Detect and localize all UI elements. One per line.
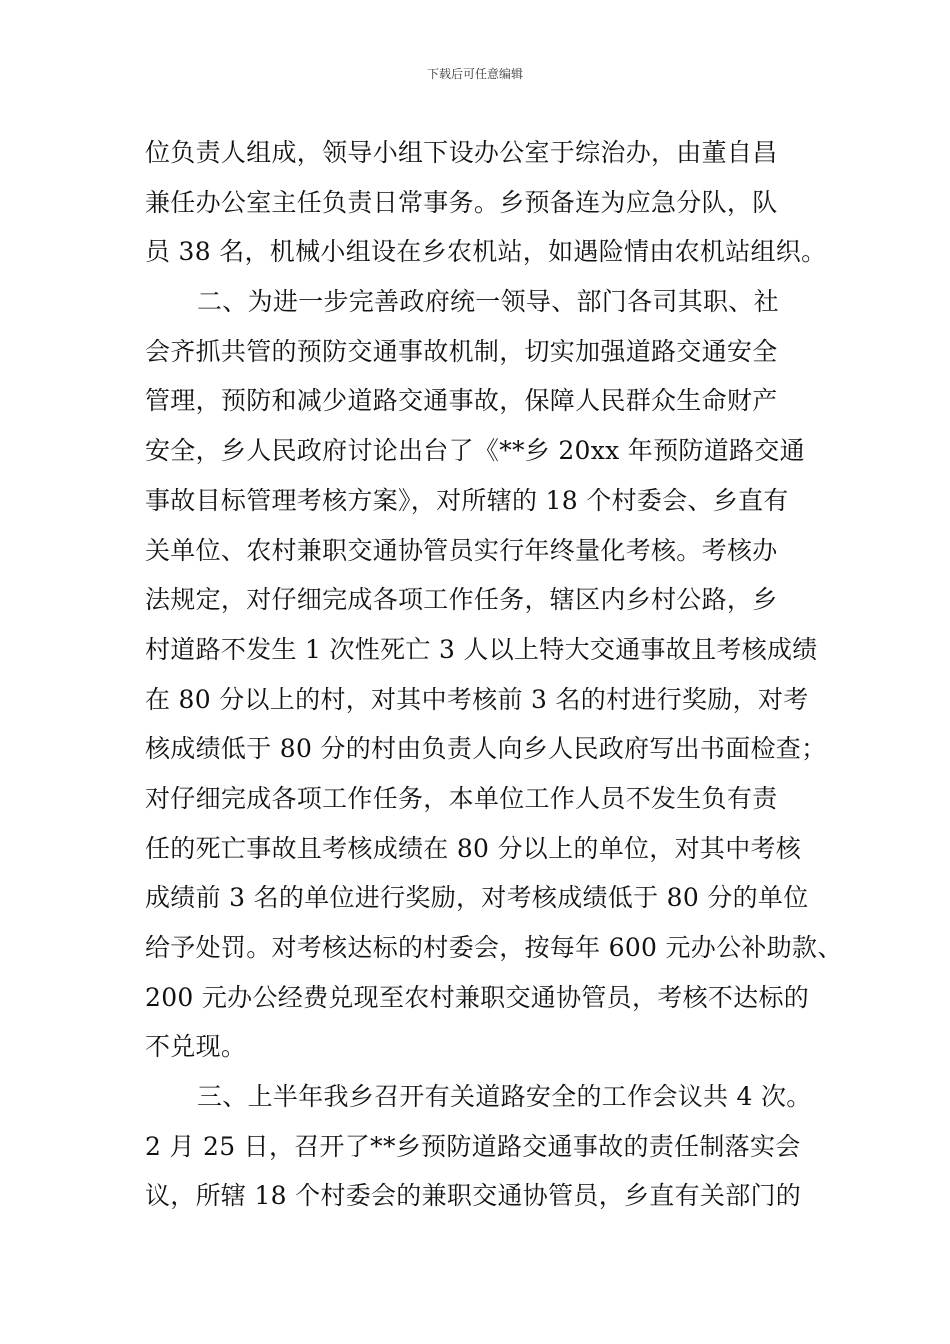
text-line: 对仔细完成各项工作任务，本单位工作人员不发生负有责 [145, 783, 778, 813]
text-line: 核成绩低于 80 分的村由负责人向乡人民政府写出书面检查； [145, 734, 827, 764]
document-body [145, 128, 843, 1221]
text-line: 任的死亡事故且考核成绩在 80 分以上的单位，对其中考核 [145, 833, 802, 863]
text-line: 2 月 25 日，召开了**乡预防道路交通事故的责任制落实会 [145, 1131, 801, 1161]
text-line: 法规定，对仔细完成各项工作任务，辖区内乡村公路，乡 [145, 585, 778, 615]
text-line: 200 元办公经费兑现至农村兼职交通协管员，考核不达标的 [145, 982, 810, 1012]
text-line: 位负责人组成，领导小组下设办公室于综治办，由董自昌 [145, 138, 778, 167]
text-line: 村道路不发生 1 次性死亡 3 人以上特大交通事故且考核成绩 [145, 634, 818, 664]
text-line: 成绩前 3 名的单位进行奖励，对考核成绩低于 80 分的单位 [145, 883, 809, 913]
text-line: 给予处罚。对考核达标的村委会，按每年 600 元办公补助款、 [145, 933, 843, 962]
text-line: 员 38 名，机械小组设在乡农机站，如遇险情由农机站组织。 [145, 237, 827, 267]
text-line: 事故目标管理考核方案》，对所辖的 18 个村委会、乡直有 [145, 485, 789, 515]
text-line: 议，所辖 18 个村委会的兼职交通协管员，乡直有关部门的 [145, 1181, 802, 1211]
text-line: 会齐抓共管的预防交通事故机制，切实加强道路交通安全 [145, 336, 778, 366]
text-line: 兼任办公室主任负责日常事务。乡预备连为应急分队，队 [145, 187, 778, 217]
paragraph-start-line: 二、为进一步完善政府统一领导、部门各司其职、社 [197, 287, 779, 317]
text-line: 关单位、农村兼职交通协管员实行年终量化考核。考核办 [145, 535, 778, 565]
text-line: 不兑现。 [145, 1032, 247, 1062]
page-header: 下载后可任意编辑 [426, 67, 523, 81]
text-line: 在 80 分以上的村，对其中考核前 3 名的村进行奖励，对考 [145, 684, 809, 714]
text-line: 管理，预防和减少道路交通事故，保障人民群众生命财产 [145, 386, 778, 416]
text-line: 安全，乡人民政府讨论出台了《**乡 20xx 年预防道路交通 [145, 436, 805, 466]
paragraph-start-line: 三、上半年我乡召开有关道路安全的工作会议共 4 次。 [197, 1082, 812, 1112]
